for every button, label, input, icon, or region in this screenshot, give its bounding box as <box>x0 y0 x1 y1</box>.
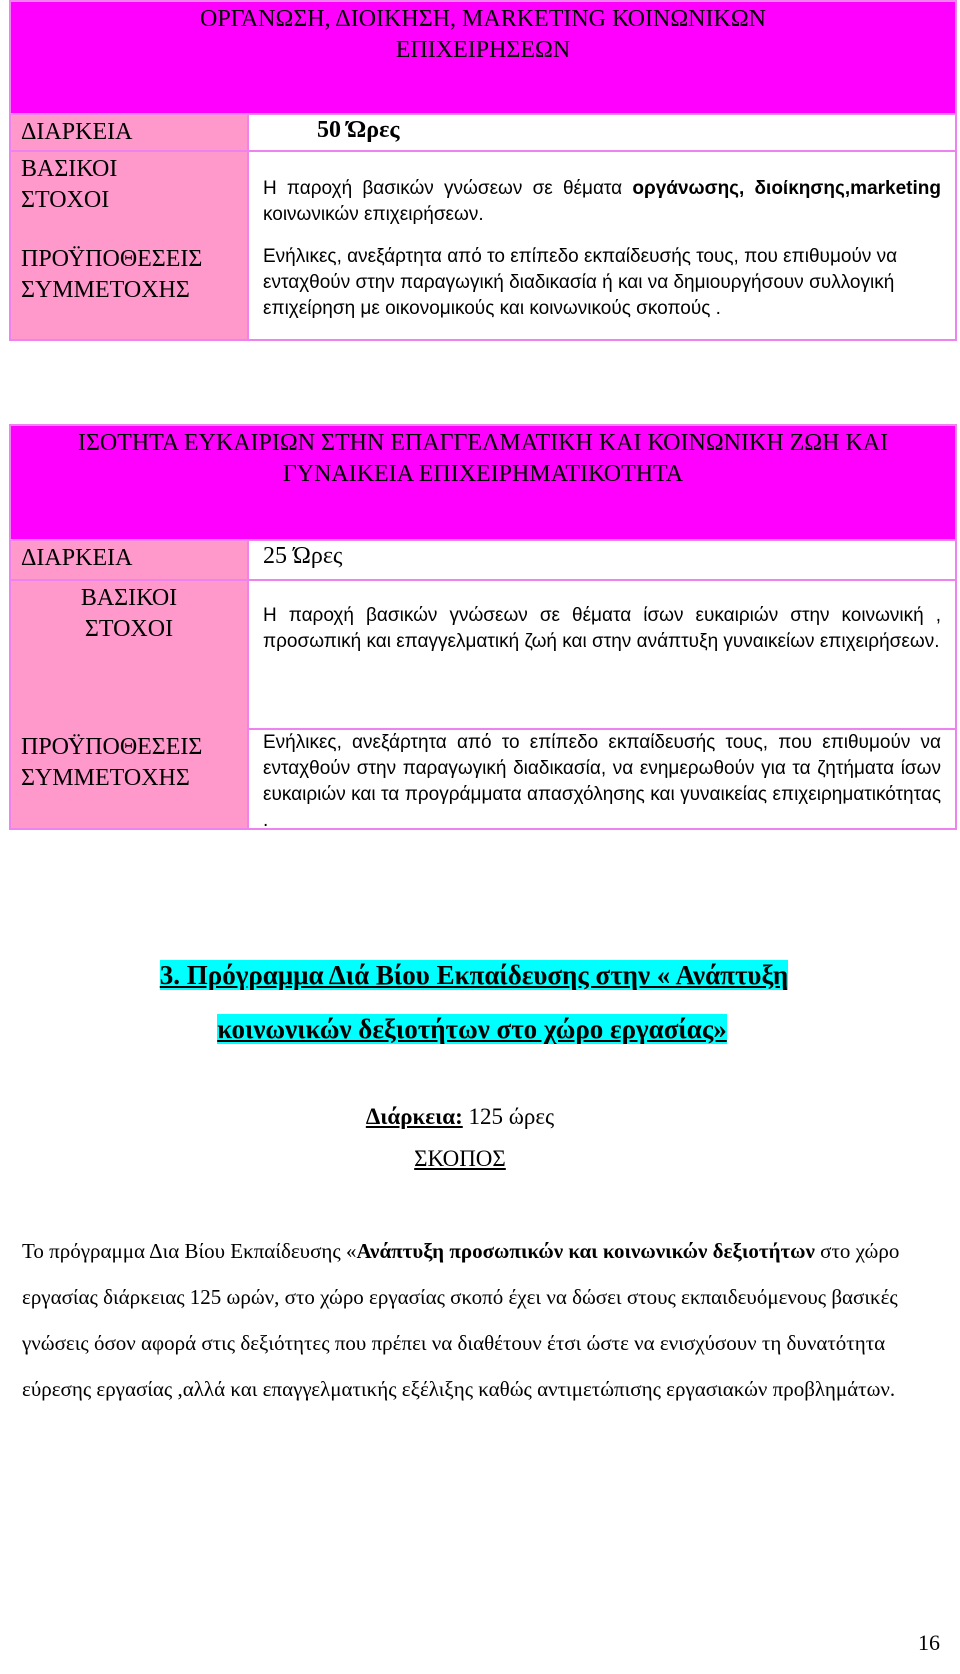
duration-label: Διάρκεια: <box>365 1104 463 1129</box>
page-number: 16 <box>918 1630 940 1655</box>
section-duration <box>0 1104 940 1130</box>
section-title-text: κοινωνικών δεξιοτήτων στο χώρο εργασίας» <box>217 1014 727 1044</box>
table-header <box>11 426 955 539</box>
duration-label: ΔΙΑΡΚΕΙΑ <box>11 115 247 150</box>
duration-value: 25 Ώρες <box>247 541 955 579</box>
paragraph-text-bold: Ανάπτυξη προσωπικών και κοινωνικών δεξιοτήτων <box>356 1239 815 1263</box>
table-header-text: ΙΣΟΤΗΤΑ ΕΥΚΑΙΡΙΩΝ ΣΤΗΝ ΕΠΑΓΓΕΛΜΑΤΙΚΗ ΚΑΙ ΚΟΙΝΩΝΙΚΗ ΖΩΗ ΚΑΙ ΓΥΝΑΙΚΕΙΑ ΕΠΙΧΕΙΡΗΜΑΤΙΚΟΤΗΤΑ <box>77 430 889 487</box>
section-title-line1 <box>0 960 954 991</box>
goals-text-a: Η παροχή βασικών γνώσεων σε θέματα <box>263 178 633 199</box>
prereq-text: Ενήλικες, ανεξάρτητα από το επίπεδο εκπαίδευσής τους, που επιθυμούν να ενταχθούν στην παραγωγική διαδικασία ή και να δημιουργήσουν συλλογική επιχείρηση με οικονομικούς και κοινωνικούς σκοπούς . <box>247 240 955 339</box>
paragraph-text-b: στο χώρο εργασίας διάρκειας 125 ωρών, στο χώρο εργασίας σκοπό έχει να δώσει στους εκπαιδευόμενους βασικές γνώσεις όσον αφορά στις δεξιότητες που πρέπει να διαθέτουν έτσι ώστε να ενισχύσουν τη δυνατότητα <box>22 1239 900 1355</box>
goals-text: Η παροχή βασικών γνώσεων σε θέματα ίσων ευκαιριών στην κοινωνική , προσωπική και επαγγελματική ζωή και στην ανάπτυξη γυναικείων επιχειρήσεων. <box>247 581 955 728</box>
duration-label: ΔΙΑΡΚΕΙΑ <box>11 541 247 579</box>
purpose-heading-text: ΣΚΟΠΟΣ <box>414 1146 506 1171</box>
section-title-line2 <box>0 1014 952 1045</box>
prereq-text: Ενήλικες, ανεξάρτητα από το επίπεδο εκπαίδευσής τους, που επιθυμούν να ενταχθούν στην παραγωγική διαδικασία, να ενημερωθούν για τα ζητήματα ίσων ευκαιριών και τα προγράμματα απασχόλησης και γυναικείας επιχειρηματικότητας . <box>247 730 955 828</box>
table-header-text: ΟΡΓΑΝΩΣΗ, ΔΙΟΙΚΗΣΗ, MARKETING ΚΟΙΝΩΝΙΚΩΝ ΕΠΙΧΕΙΡΗΣΕΩΝ <box>199 6 766 63</box>
course-table-equality <box>9 424 957 830</box>
goals-label: ΒΑΣΙΚΟΙ ΣΤΟΧΟΙ <box>21 156 118 213</box>
purpose-paragraph <box>22 1228 942 1412</box>
duration-value: 125 ώρες <box>462 1104 555 1129</box>
goals-text-c: κοινωνικών επιχειρήσεων. <box>263 204 484 225</box>
goals-text-bold: οργάνωσης, διοίκησης,marketing <box>632 178 941 199</box>
course-table-organization <box>9 0 957 341</box>
prereq-label: ΠΡΟΫΠΟΘΕΣΕΙΣ ΣΥΜΜΕΤΟΧΗΣ <box>21 246 203 303</box>
table-header <box>11 2 955 113</box>
paragraph-text-c: εύρεσης εργασίας ,αλλά και επαγγελματικής εξέλιξης καθώς αντιμετώπισης εργασιακών προβλημάτων. <box>22 1377 896 1401</box>
goals-text <box>247 152 955 240</box>
prereq-label: ΠΡΟΫΠΟΘΕΣΕΙΣ ΣΥΜΜΕΤΟΧΗΣ <box>11 728 247 828</box>
section-title-text: 3. Πρόγραμμα Διά Βίου Εκπαίδευσης στην « Ανάπτυξη <box>159 960 789 990</box>
goals-label: ΒΑΣΙΚΟΙ ΣΤΟΧΟΙ <box>11 581 247 728</box>
purpose-heading <box>0 1146 940 1172</box>
duration-value: 50 Ώρες <box>247 115 955 150</box>
paragraph-text-a: Το πρόγραμμα Δια Βίου Εκπαίδευσης « <box>22 1239 357 1263</box>
